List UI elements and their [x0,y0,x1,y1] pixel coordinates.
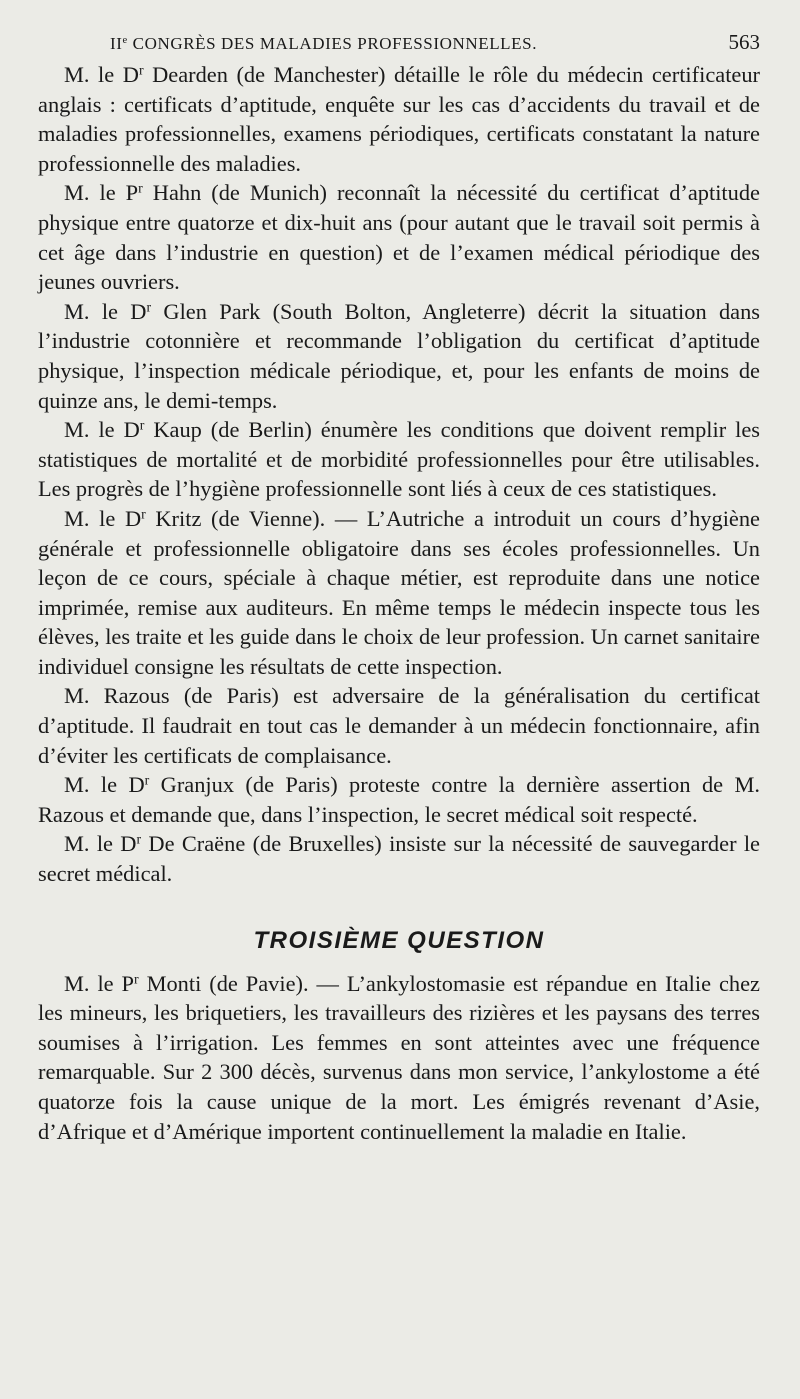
document-page [38,30,760,1146]
body-text-part1 [38,60,760,889]
section-heading: TROISIÈME QUESTION [253,926,545,954]
paragraph: M. le $D^r$ Dearden (de Manchester) détaille le rôle du médecin certificateur anglais : certificats d’aptitude, enquête sur les cas d’accidents du travail et de maladies professionnelles, examens périodiques, certificats constatant la nature professionnelle des maladies. [38,62,761,176]
paragraph: M. le $D^r$ De Craëne (de Bruxelles) insiste sur la nécessité de sauvegarder le secret médical. [38,831,760,887]
paragraph: M. le $P^r$ Monti (de Pavie). — L’ankylostomasie est répandue en Italie chez les mineurs, les briquetiers, les travailleurs des rizières et les paysans des terres soumises à l’irrigation. Les femmes en sont atteintes avec une fréquence remarquable. Sur 2 300 décès, survenus dans mon service, l’ankylostome a été quatorze fois la cause unique de la mort. Les émigrés revenant d’Asie, d’Afrique et d’Amérique importent continuellement la maladie en Italie. [38,970,760,1144]
running-title: IIe CONGRÈS DES MALADIES PROFESSIONNELLES. [110,34,538,53]
running-header [38,30,760,60]
paragraph: M. le $D^r$ Kritz (de Vienne). — L’Autriche a introduit un cours d’hygiène générale et professionnelle obligatoire dans ses écoles professionnelles. Un leçon de ce cours, spéciale à chaque métier, est reproduite dans une notice imprimée, remise aux auditeurs. En même temps le médecin inspecte tous les élèves, les traite et les guide dans le choix de leur profession. Un carnet sanitaire individuel consigne les résultats de cette inspection. [38,505,760,679]
paragraph: M. Razous (de Paris) est adversaire de la généralisation du certificat d’aptitude. Il faudrait en tout cas le demander à un médecin fonctionnaire, afin d’éviter les certificats de complaisance. [38,683,760,768]
paragraph: M. le $P^r$ Hahn (de Munich) reconnaît la nécessité du certificat d’aptitude physique entre quatorze et dix-huit ans (pour autant que le travail soit permis à cet âge dans l’industrie en question) et de l’examen médical périodique des jeunes ouvriers. [38,180,760,295]
paragraph: M. le $D^r$ Glen Park (South Bolton, Angleterre) décrit la situation dans l’industrie cotonnière et recommande l’obligation du certificat d’aptitude physique, l’inspection médicale périodique, et, pour les enfants de moins de quinze ans, le demi-temps. [38,298,760,413]
page-number: 563 [728,30,760,54]
paragraph: M. le $D^r$ Granjux (de Paris) proteste contre la dernière assertion de M. Razous et demande que, dans l’inspection, le secret médical soit respecté. [38,772,760,827]
body-text-part2 [38,969,760,1147]
paragraph: M. le $D^r$ Kaup (de Berlin) énumère les conditions que doivent remplir les statistiques de mortalité et de morbidité professionnelles pour être utilisables. Les progrès de l’hygiène professionnelle sont liés à ceux de ces statistiques. [38,417,761,502]
